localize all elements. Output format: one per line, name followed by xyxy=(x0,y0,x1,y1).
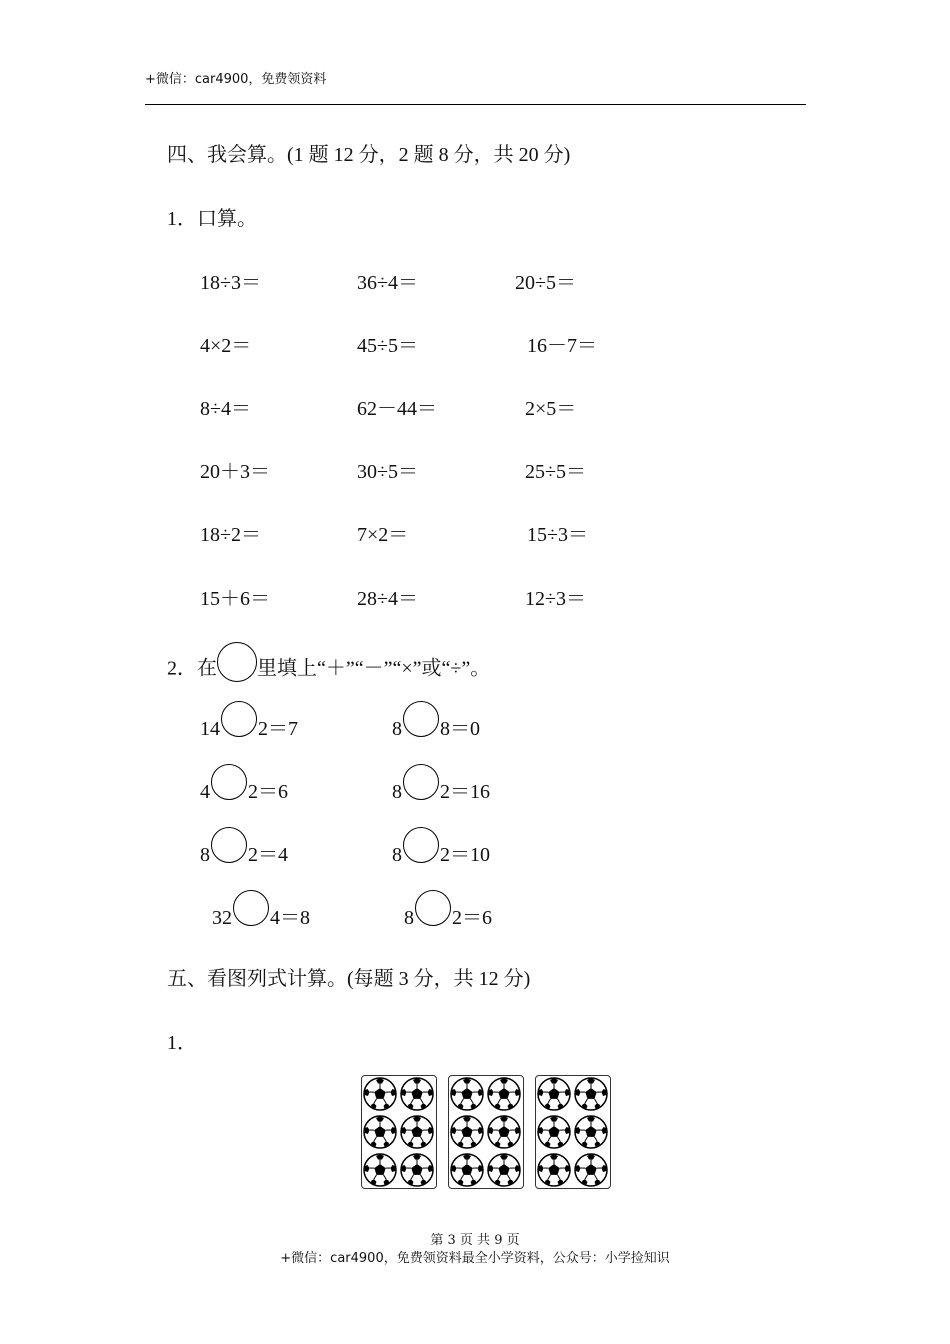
oral-item: 15÷3＝ xyxy=(527,524,588,546)
question-1-label: 1．口算。 xyxy=(167,208,257,230)
fill-item: 14 2＝7 xyxy=(200,712,298,743)
oral-item: 12÷3＝ xyxy=(525,588,586,610)
oral-item: 28÷4＝ xyxy=(357,588,418,610)
oral-item: 2×5＝ xyxy=(525,398,577,420)
ball-group xyxy=(448,1075,524,1189)
oral-item: 20＋3＝ xyxy=(200,461,270,483)
ball-group xyxy=(361,1075,437,1189)
soccer-ball-icon xyxy=(363,1077,397,1111)
soccer-ball-icon xyxy=(400,1115,434,1149)
soccer-ball-icon xyxy=(363,1153,397,1187)
oral-item: 30÷5＝ xyxy=(357,461,418,483)
oral-item: 18÷3＝ xyxy=(200,272,261,294)
answer-circle[interactable] xyxy=(233,890,269,926)
answer-circle[interactable] xyxy=(221,701,257,737)
fill-item: 8 8＝0 xyxy=(392,712,480,743)
question-2-suffix: 里填上“＋”“－”“×”或“÷”。 xyxy=(257,657,491,680)
fill-item: 8 2＝4 xyxy=(200,838,288,869)
header-note: +微信：car4900，免费领资料 xyxy=(145,72,327,87)
oral-item: 7×2＝ xyxy=(357,524,409,546)
fill-item: 8 2＝16 xyxy=(392,775,490,806)
header-divider xyxy=(145,104,806,105)
ball-group xyxy=(535,1075,611,1189)
soccer-ball-icon xyxy=(537,1077,571,1111)
answer-circle[interactable] xyxy=(415,890,451,926)
oral-item: 62－44＝ xyxy=(357,398,437,420)
soccer-ball-icon xyxy=(487,1077,521,1111)
question-2-prefix: 2．在 xyxy=(167,657,217,680)
oral-item: 25÷5＝ xyxy=(525,461,586,483)
section-5-question-1-label: 1． xyxy=(167,1032,197,1054)
answer-circle[interactable] xyxy=(211,827,247,863)
fill-item: 4 2＝6 xyxy=(200,775,288,806)
page-number: 第 3 页 共 9 页 xyxy=(430,1233,520,1248)
answer-circle[interactable] xyxy=(403,764,439,800)
soccer-ball-icon xyxy=(400,1153,434,1187)
answer-circle[interactable] xyxy=(403,701,439,737)
soccer-ball-icon xyxy=(363,1115,397,1149)
soccer-ball-icon xyxy=(537,1153,571,1187)
soccer-ball-icon xyxy=(450,1153,484,1187)
oral-item: 45÷5＝ xyxy=(357,335,418,357)
oral-item: 16－7＝ xyxy=(527,335,597,357)
section-4-title: 四、我会算。(1 题 12 分，2 题 8 分，共 20 分) xyxy=(167,144,571,166)
soccer-ball-icon xyxy=(574,1115,608,1149)
oral-item: 15＋6＝ xyxy=(200,588,270,610)
soccer-ball-icon xyxy=(574,1153,608,1187)
oral-item: 4×2＝ xyxy=(200,335,252,357)
answer-circle[interactable] xyxy=(403,827,439,863)
fill-item: 8 2＝10 xyxy=(392,838,490,869)
soccer-ball-icon xyxy=(400,1077,434,1111)
answer-circle[interactable] xyxy=(211,764,247,800)
soccer-ball-icon xyxy=(450,1115,484,1149)
section-5-title: 五、看图列式计算。(每题 3 分，共 12 分) xyxy=(167,968,531,990)
oral-item: 18÷2＝ xyxy=(200,524,261,546)
soccer-ball-icon xyxy=(487,1115,521,1149)
fill-item: 8 2＝6 xyxy=(404,901,492,932)
soccer-ball-icon xyxy=(537,1115,571,1149)
oral-item: 20÷5＝ xyxy=(515,272,576,294)
footer-note: +微信：car4900，免费领资料最全小学资料，公众号：小学捡知识 xyxy=(280,1251,670,1266)
fill-item: 32 4＝8 xyxy=(212,901,310,932)
question-2-label xyxy=(167,650,490,690)
soccer-ball-icon xyxy=(450,1077,484,1111)
blank-circle-icon xyxy=(217,642,257,682)
oral-item: 36÷4＝ xyxy=(357,272,418,294)
soccer-ball-icon xyxy=(487,1153,521,1187)
soccer-ball-icon xyxy=(574,1077,608,1111)
oral-item: 8÷4＝ xyxy=(200,398,251,420)
